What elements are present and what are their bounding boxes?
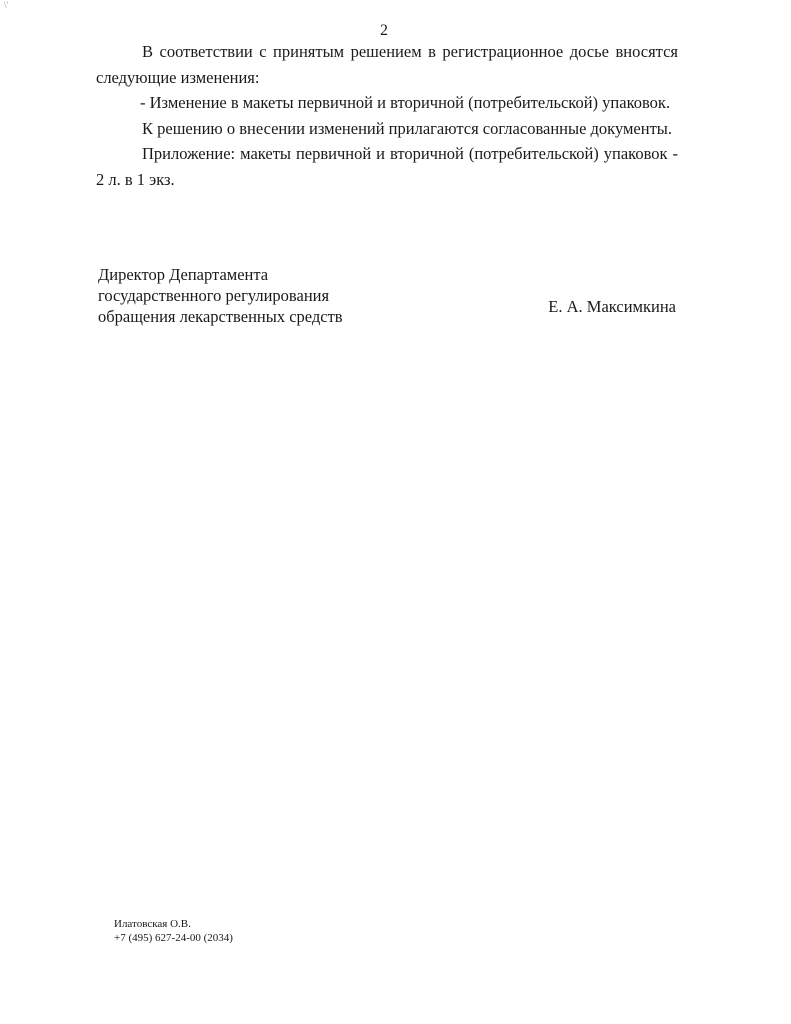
signature-block (98, 264, 678, 327)
paragraph-attached-documents: К решению о внесении изменений прилагаются согласованные документы. (142, 118, 673, 138)
paragraph-changes-intro: В соответствии с принятым решением в регистрационное досье вносятся следующие изменения: (96, 42, 678, 87)
scan-artifact: \' (4, 0, 9, 10)
signatory-position-line: Директор Департамента (98, 265, 269, 284)
page-number: 2 (380, 22, 388, 39)
paragraph-appendix: Приложение: макеты первичной и вторичной (потребительской) упаковок - 2 л. в 1 экз. (96, 144, 678, 189)
signatory-position-line: обращения лекарственных средств (98, 307, 343, 326)
signatory-name: Е. А. Максимкина (548, 297, 676, 316)
executor-info (114, 917, 233, 945)
signatory-position-line: государственного регулирования (98, 286, 330, 305)
paragraph-change-item: - Изменение в макеты первичной и вторичной (потребительской) упаковок. (140, 93, 671, 112)
executor-name: Илатовская О.В. (114, 918, 191, 930)
executor-phone: +7 (495) 627-24-00 (2034) (114, 932, 233, 944)
document-body (96, 39, 678, 192)
